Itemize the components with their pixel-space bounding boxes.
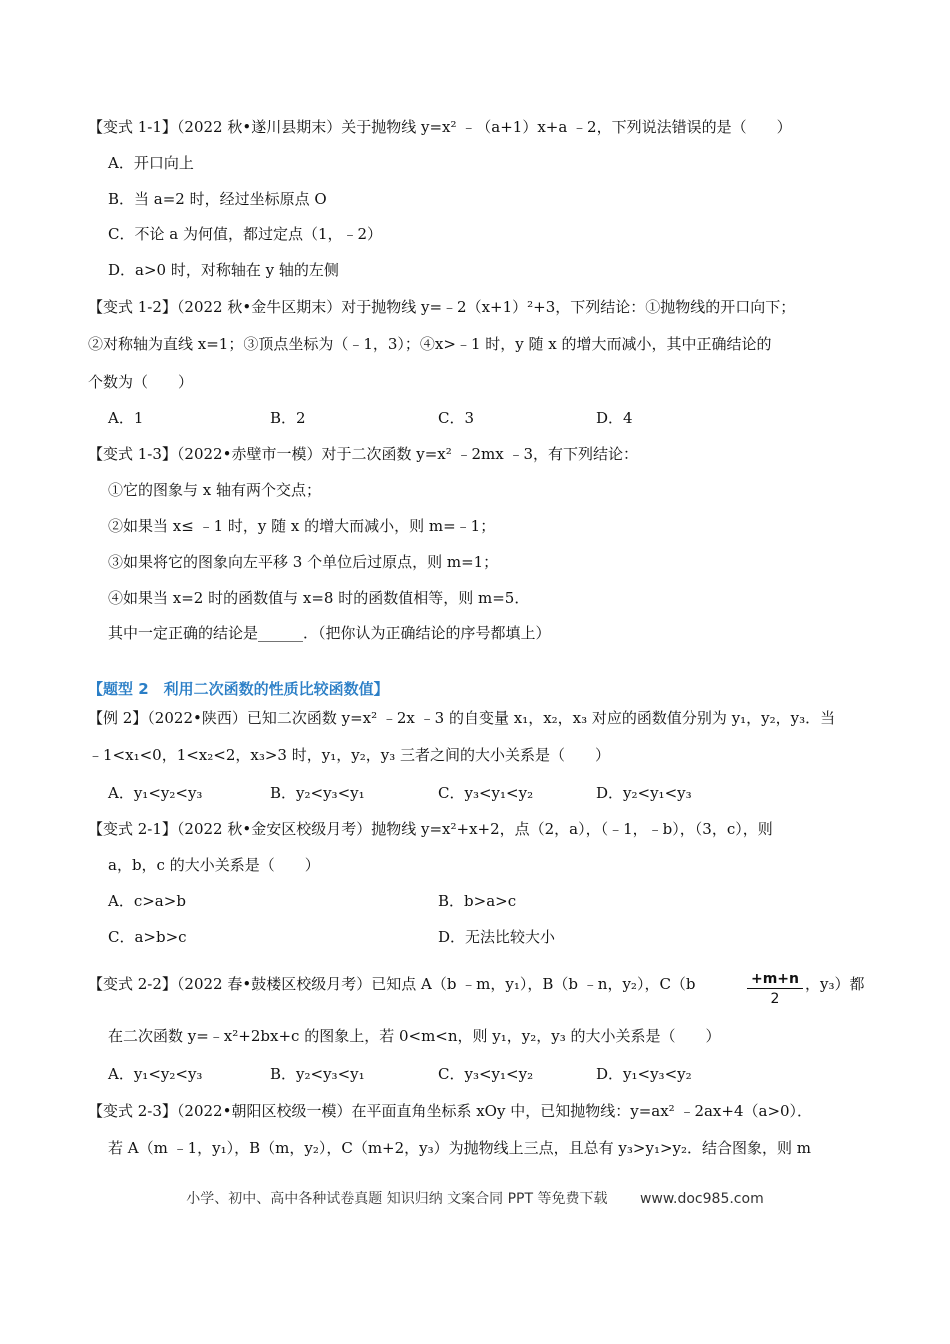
variant-2-1-option-c: C．a>b>c [108, 928, 187, 946]
footer-url[interactable]: www.doc985.com [639, 1191, 764, 1207]
variant-1-1-option-a: A．开口向上 [108, 154, 194, 172]
variant-2-2-option-b: B．y₂<y₃<y₁ [270, 1065, 365, 1083]
example-2-option-c: C．y₃<y₁<y₂ [438, 784, 534, 802]
example-2-option-a: A．y₁<y₂<y₃ [108, 784, 203, 802]
variant-1-3-statement-4: ④如果当 x=2 时的函数值与 x=8 时的函数值相等，则 m=5． [108, 589, 530, 607]
variant-2-1-continuation: a，b，c 的大小关系是（ ） [108, 856, 320, 874]
variant-1-3-question: 其中一定正确的结论是______．（把你认为正确结论的序号都填上） [108, 624, 551, 642]
variant-2-2-title-end: ，y₃）都 [805, 975, 865, 993]
variant-2-1-option-b: B．b>a>c [438, 892, 517, 910]
variant-1-1-option-d: D．a>0 时，对称轴在 y 轴的左侧 [108, 261, 339, 279]
footer-text: 小学、初中、高中各种试卷真题 知识归纳 文案合同 PPT 等免费下载 [186, 1191, 608, 1207]
example-2-continuation: ﹣1<x₁<0，1<x₂<2，x₃>3 时，y₁，y₂，y₃ 三者之间的大小关系是（ ） [88, 746, 610, 764]
variant-1-1-option-b: B．当 a=2 时，经过坐标原点 O [108, 190, 327, 208]
example-2-option-b: B．y₂<y₃<y₁ [270, 784, 365, 802]
variant-1-2-option-d: D．4 [596, 409, 633, 427]
variant-1-2-continuation-2: 个数为（ ） [88, 373, 194, 391]
variant-2-3-title: 【变式 2-3】（2022•朝阳区校级一模）在平面直角坐标系 xOy 中，已知抛物线：y=ax² ﹣2ax+4（a>0）． [88, 1102, 813, 1120]
fraction-numerator: +m+n [747, 970, 803, 989]
variant-2-1-option-d: D．无法比较大小 [438, 928, 556, 946]
variant-1-2-continuation-1: ②对称轴为直线 x=1；③顶点坐标为（﹣1，3）；④x>﹣1 时，y 随 x 的增大而减小，其中正确结论的 [88, 335, 772, 353]
variant-1-1-option-c: C．不论 a 为何值，都过定点（1，﹣2） [108, 225, 383, 243]
variant-2-2-option-a: A．y₁<y₂<y₃ [108, 1065, 203, 1083]
variant-2-2-option-c: C．y₃<y₁<y₂ [438, 1065, 534, 1083]
variant-2-2-fraction [747, 970, 803, 1009]
variant-2-3-continuation: 若 A（m ﹣1，y₁），B（m，y₂），C（m+2，y₃）为抛物线上三点，且总有 y₃>y₁>y₂．结合图象，则 m [108, 1139, 812, 1157]
variant-2-1-title: 【变式 2-1】（2022 秋•金安区校级月考）抛物线 y=x²+x+2，点（2，a），（﹣1，﹣b），（3，c），则 [88, 820, 773, 838]
variant-1-3-statement-3: ③如果将它的图象向左平移 3 个单位后过原点，则 m=1； [108, 553, 499, 571]
fraction-denominator: 2 [770, 991, 780, 1007]
example-2-option-d: D．y₂<y₁<y₃ [596, 784, 692, 802]
variant-1-3-statement-2: ②如果当 x≤ ﹣1 时，y 随 x 的增大而减小，则 m=﹣1； [108, 517, 496, 535]
variant-1-2-option-b: B．2 [270, 409, 306, 427]
variant-1-1-title: 【变式 1-1】（2022 秋•遂川县期末）关于抛物线 y=x² ﹣（a+1）x+a ﹣2，下列说法错误的是（ ） [88, 118, 792, 136]
variant-1-2-title: 【变式 1-2】（2022 秋•金牛区期末）对于抛物线 y=﹣2（x+1）²+3，下列结论：①抛物线的开口向下； [88, 298, 796, 316]
variant-2-2-option-d: D．y₁<y₃<y₂ [596, 1065, 692, 1083]
variant-1-2-option-a: A．1 [108, 409, 144, 427]
variant-1-2-option-c: C．3 [438, 409, 475, 427]
example-2-title: 【例 2】（2022•陕西）已知二次函数 y=x² ﹣2x ﹣3 的自变量 x₁，x₂，x₃ 对应的函数值分别为 y₁，y₂，y₃．当 [88, 709, 836, 727]
variant-2-2-continuation: 在二次函数 y=﹣x²+2bx+c 的图象上，若 0<m<n，则 y₁，y₂，y₃ 的大小关系是（ ） [108, 1027, 721, 1045]
variant-1-3-title: 【变式 1-3】（2022•赤壁市一模）对于二次函数 y=x² ﹣2mx ﹣3，有下列结论： [88, 445, 639, 463]
variant-2-1-option-a: A．c>a>b [108, 892, 186, 910]
page-footer [0, 1188, 950, 1208]
variant-2-2-title: 【变式 2-2】（2022 春•鼓楼区校级月考）已知点 A（b ﹣m，y₁），B（b ﹣n，y₂），C（b [88, 975, 696, 993]
section-heading-type-2: 【题型 2 利用二次函数的性质比较函数值】 [88, 680, 389, 698]
variant-1-3-statement-1: ①它的图象与 x 轴有两个交点； [108, 481, 321, 499]
